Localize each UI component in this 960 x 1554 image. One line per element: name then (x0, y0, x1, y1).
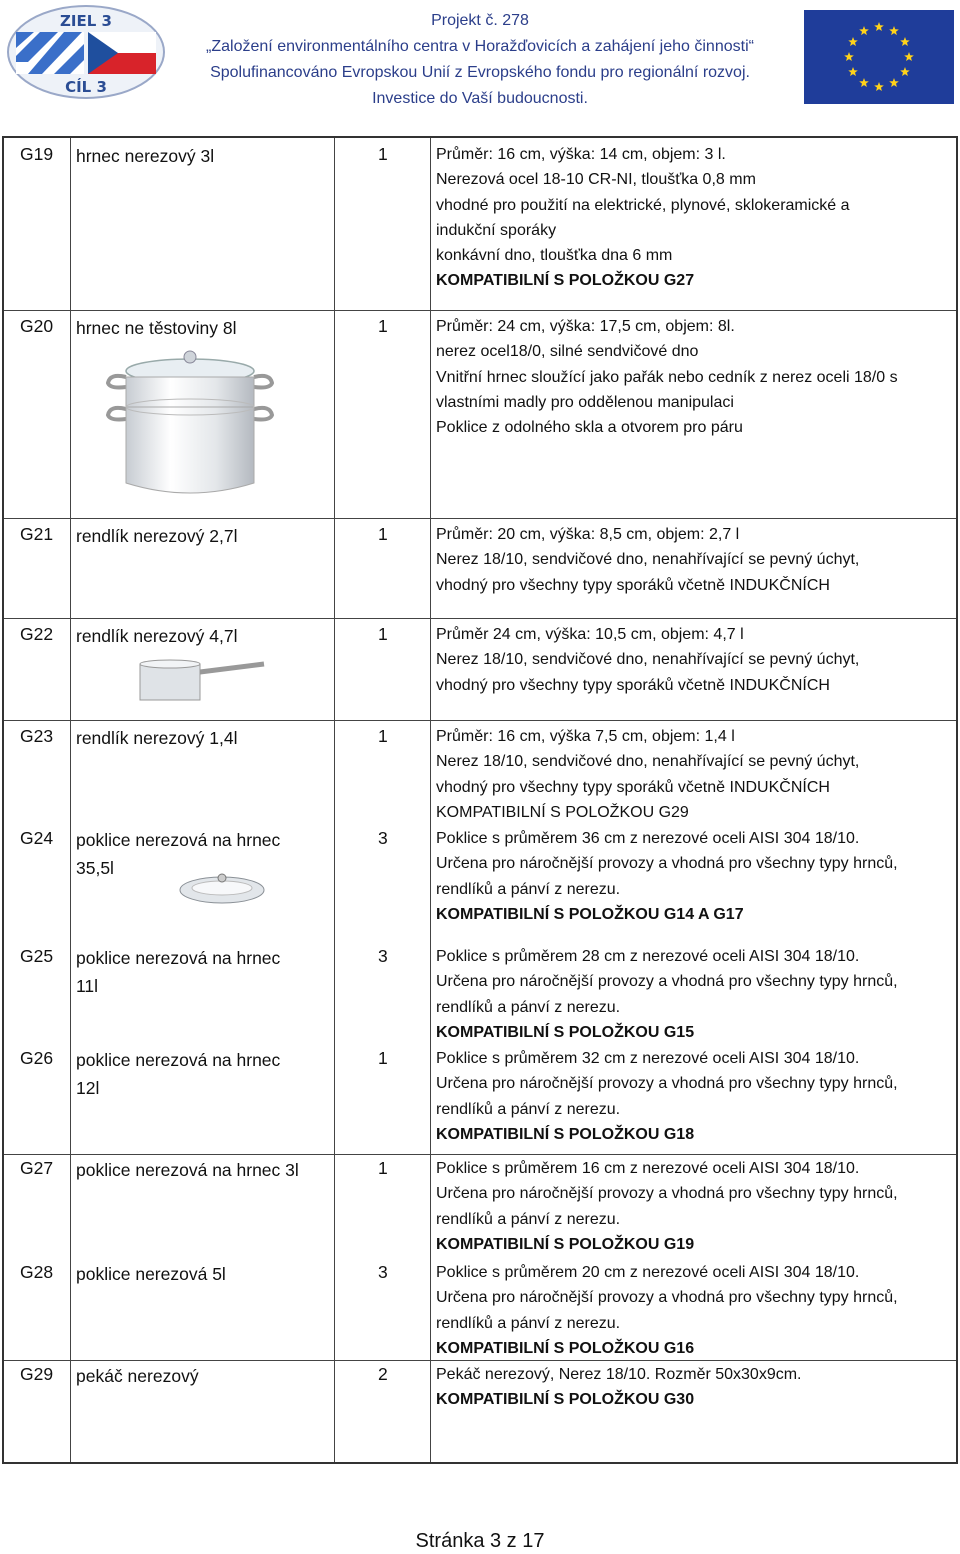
page-number: Stránka 3 z 17 (415, 1530, 545, 1552)
item-name-line: poklice nerezová na hrnec 3l (76, 1160, 299, 1180)
compatibility-note: KOMPATIBILNÍ S POLOŽKOU G19 (436, 1235, 695, 1253)
saucepan-image (132, 656, 272, 706)
item-code: G26 (20, 1048, 54, 1068)
item-name (76, 1362, 199, 1390)
description-line: vhodný pro všechny typy sporáků včetně INDUKČNÍCH (436, 676, 830, 694)
item-name (76, 522, 237, 550)
funding-text: Spolufinancováno Evropskou Unií z Evropského fondu pro regionální rozvoj. (210, 64, 750, 81)
item-description (436, 622, 859, 698)
item-code: G22 (20, 624, 54, 644)
item-name-line: hrnec ne těstoviny 8l (76, 318, 237, 338)
description-line: vlastními madly pro oddělenou manipulaci (436, 393, 734, 411)
description-line: Poklice s průměrem 32 cm z nerezové oceli AISI 304 18/10. (436, 1050, 860, 1067)
item-code: G24 (20, 828, 54, 848)
item-code: G29 (20, 1364, 54, 1384)
slogan-text: Investice do Vaší budoucnosti. (372, 90, 588, 107)
description-line: Určena pro náročnější provozy a vhodná pro všechny typy hrnců, (436, 1289, 898, 1307)
description-line: Pekáč nerezový, Nerez 18/10. Rozměr 50x30x9cm. (436, 1366, 802, 1383)
item-code: G20 (20, 316, 54, 336)
item-quantity: 2 (378, 1364, 388, 1384)
svg-text:CÍL 3: CÍL 3 (65, 78, 107, 96)
description-line: Průměr 24 cm, výška: 10,5 cm, objem: 4,7 l (436, 626, 744, 643)
description-line: Určena pro náročnější provozy a vhodná pro všechny typy hrnců, (436, 973, 898, 991)
item-name-line: rendlík nerezový 1,4l (76, 728, 238, 748)
project-title: Projekt č. 278 (431, 12, 529, 29)
description-line: Nerez 18/10, sendvičové dno, nenahřívající se pevný úchyt, (436, 651, 860, 669)
description-line: Nerez 18/10, sendvičové dno, nenahřívající se pevný úchyt, (436, 551, 860, 569)
item-name-line: rendlík nerezový 4,7l (76, 626, 238, 646)
item-quantity: 3 (378, 946, 388, 966)
item-description (436, 142, 850, 294)
item-name-line: poklice nerezová na hrnec (76, 830, 281, 850)
project-info (200, 8, 760, 112)
description-line: Poklice s průměrem 36 cm z nerezové oceli AISI 304 18/10. (436, 830, 860, 847)
description-line: Nerez 18/10, sendvičové dno, nenahřívající se pevný úchyt, (436, 753, 860, 771)
item-name (76, 724, 237, 752)
description-line: Průměr: 16 cm, výška 7,5 cm, objem: 1,4 l (436, 728, 735, 745)
description-line: Průměr: 20 cm, výška: 8,5 cm, objem: 2,7 l (436, 526, 740, 543)
description-line: Poklice s průměrem 28 cm z nerezové oceli AISI 304 18/10. (436, 948, 860, 965)
item-name-line: 35,5l (76, 858, 114, 878)
item-quantity: 3 (378, 1262, 388, 1282)
compatibility-note: KOMPATIBILNÍ S POLOŽKOU G14 A G17 (436, 905, 744, 923)
ziel3-cil3-logo (6, 4, 166, 100)
description-line: Určena pro náročnější provozy a vhodná pro všechny typy hrnců, (436, 855, 898, 873)
item-quantity: 1 (378, 316, 388, 336)
item-code: G23 (20, 726, 54, 746)
item-name (76, 142, 214, 170)
lid-image (176, 864, 268, 908)
item-name (76, 1260, 226, 1288)
item-quantity: 1 (378, 144, 388, 164)
item-name (76, 622, 237, 650)
description-line: konkávní dno, tloušťka dna 6 mm (436, 247, 673, 265)
item-description (436, 826, 898, 927)
item-name-line: poklice nerezová 5l (76, 1264, 226, 1284)
item-description (436, 724, 859, 825)
item-quantity: 3 (378, 828, 388, 848)
item-name-line: poklice nerezová na hrnec (76, 1050, 281, 1070)
description-line: vhodný pro všechny typy sporáků včetně INDUKČNÍCH (436, 778, 830, 796)
compatibility-note: KOMPATIBILNÍ S POLOŽKOU G18 (436, 1125, 695, 1143)
item-name-line: 11l (76, 976, 99, 996)
item-description (436, 1046, 898, 1147)
compatibility-note: KOMPATIBILNÍ S POLOŽKOU G15 (436, 1023, 695, 1041)
item-name (76, 944, 280, 1000)
description-line: rendlíků a pánví z nerezu. (436, 1100, 621, 1118)
pasta-pot-image (100, 343, 280, 505)
description-line: Poklice z odolného skla a otvorem pro páru (436, 419, 743, 437)
item-name-line: rendlík nerezový 2,7l (76, 526, 238, 546)
item-quantity: 1 (378, 1048, 388, 1068)
item-name (76, 314, 237, 342)
item-name (76, 1046, 280, 1102)
item-code: G27 (20, 1158, 54, 1178)
project-name: „Založení environmentálního centra v Horažďovicích a zahájení jeho činnosti“ (206, 38, 754, 55)
item-code: G25 (20, 946, 54, 966)
eu-flag (804, 10, 954, 104)
description-line: vhodný pro všechny typy sporáků včetně INDUKČNÍCH (436, 576, 830, 594)
description-line: KOMPATIBILNÍ S POLOŽKOU G29 (436, 803, 689, 821)
item-description (436, 1260, 898, 1361)
description-line: Nerezová ocel 18-10 CR-NI, tloušťka 0,8 mm (436, 171, 756, 189)
description-line: rendlíků a pánví z nerezu. (436, 998, 621, 1016)
item-code: G28 (20, 1262, 54, 1282)
description-line: Vnitřní hrnec sloužící jako pařák nebo cedník z nerez oceli 18/0 s (436, 368, 898, 386)
item-name-line: poklice nerezová na hrnec (76, 948, 281, 968)
item-code: G19 (20, 144, 54, 164)
item-quantity: 1 (378, 726, 388, 746)
item-name-line: hrnec nerezový 3l (76, 146, 215, 166)
description-line: Poklice s průměrem 20 cm z nerezové oceli AISI 304 18/10. (436, 1264, 860, 1281)
item-name-line: 12l (76, 1078, 100, 1098)
compatibility-note: KOMPATIBILNÍ S POLOŽKOU G27 (436, 272, 695, 290)
compatibility-note: KOMPATIBILNÍ S POLOŽKOU G16 (436, 1339, 695, 1357)
item-description (436, 1362, 802, 1413)
items-table (2, 136, 958, 1464)
description-line: Průměr: 24 cm, výška: 17,5 cm, objem: 8l. (436, 318, 735, 335)
item-quantity: 1 (378, 1158, 388, 1178)
item-description (436, 1156, 898, 1257)
item-code: G21 (20, 524, 54, 544)
item-description (436, 944, 898, 1045)
item-quantity: 1 (378, 524, 388, 544)
description-line: Určena pro náročnější provozy a vhodná pro všechny typy hrnců, (436, 1185, 898, 1203)
item-quantity: 1 (378, 624, 388, 644)
description-line: rendlíků a pánví z nerezu. (436, 1314, 621, 1332)
item-description (436, 314, 898, 440)
description-line: indukční sporáky (436, 221, 557, 239)
item-name-line: pekáč nerezový (76, 1366, 199, 1386)
item-description (436, 522, 859, 598)
description-line: rendlíků a pánví z nerezu. (436, 1210, 621, 1228)
svg-text:ZIEL 3: ZIEL 3 (60, 12, 112, 30)
compatibility-note: KOMPATIBILNÍ S POLOŽKOU G30 (436, 1391, 695, 1409)
description-line: vhodné pro použití na elektrické, plynové, sklokeramické a (436, 196, 850, 214)
description-line: Poklice s průměrem 16 cm z nerezové oceli AISI 304 18/10. (436, 1160, 860, 1177)
description-line: Určena pro náročnější provozy a vhodná pro všechny typy hrnců, (436, 1075, 898, 1093)
description-line: Průměr: 16 cm, výška: 14 cm, objem: 3 l. (436, 146, 726, 163)
item-name (76, 1156, 299, 1184)
page-header (0, 0, 960, 110)
description-line: nerez ocel18/0, silné sendvičové dno (436, 343, 699, 361)
description-line: rendlíků a pánví z nerezu. (436, 880, 621, 898)
